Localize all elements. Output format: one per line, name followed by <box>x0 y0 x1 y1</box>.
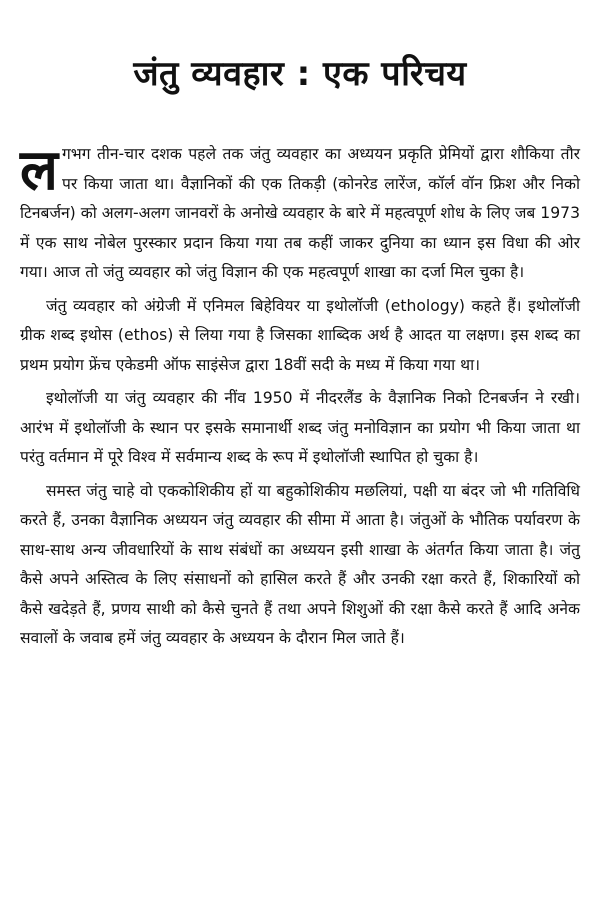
paragraph-4: समस्त जंतु चाहे वो एककोशिकीय हों या बहुकोशिकीय मछलियां, पक्षी या बंदर जो भी गतिविधि करते हैं, उनका वैज्ञानिक अध्ययन जंतु व्यवहार की सीमा में आता है। जंतुओं के भौतिक पर्यावरण के साथ-साथ अन्य जीवधारियों के साथ संबंधों का अध्ययन इसी शाखा के अंतर्गत किया जाता है। जंतु कैसे अपने अस्तित्व के लिए संसाधनों को हासिल करते हैं और उनकी रक्षा करते हैं, शिकारियों को कैसे खदेड़ते हैं, प्रणय साथी को कैसे चुनते हैं तथा अपने शिशुओं की रक्षा कैसे करते हैं आदि अनेक सवालों के जवाब हमें जंतु व्यवहार के अध्ययन के दौरान मिल जाते हैं। <box>20 481 580 647</box>
article-body <box>20 140 580 654</box>
paragraph-2: जंतु व्यवहार को अंग्रेजी में एनिमल बिहेवियर या इथोलॉजी (ethology) कहते हैं। इथोलॉजी ग्रीक शब्द इथोस (ethos) से लिया गया है जिसका शाब्दिक अर्थ है आदत या लक्षण। इस शब्द का प्रथम प्रयोग फ्रेंच एकेडमी ऑफ साइंसेज द्वारा 18वीं सदी के मध्य में किया गया था। <box>20 296 580 374</box>
drop-cap: ल <box>20 138 58 203</box>
paragraph-1-text: गभग तीन-चार दशक पहले तक जंतु व्यवहार का अध्ययन प्रकृति प्रेमियों द्वारा शौकिया तौर पर किया जाता था। वैज्ञानिकों की एक तिकड़ी (कोनरेड लारेंज, कॉर्ल वॉन फ्रिश और निको टिनबर्जन) को अलग-अलग जानवरों के अनोखे व्यवहार के बारे में महत्वपूर्ण शोध के लिए जब 1973 में एक साथ नोबेल पुरस्कार प्रदान किया गया तब कहीं जाकर दुनिया का ध्यान इस विधा की ओर गया। आज तो जंतु व्यवहार को जंतु विज्ञान की एक महत्वपूर्ण शाखा का दर्जा मिल चुका है। <box>20 145 580 281</box>
page-title: जंतु व्यवहार : एक परिचय <box>133 54 467 94</box>
paragraph-1 <box>20 140 580 288</box>
paragraph-3: इथोलॉजी या जंतु व्यवहार की नींव 1950 में नीदरलैंड के वैज्ञानिक निको टिनबर्जन ने रखी। आरंभ में इथोलॉजी के स्थान पर इसके समानार्थी शब्द जंतु मनोविज्ञान का प्रयोग भी किया जाता था परंतु वर्तमान में पूरे विश्व में सर्वमान्य शब्द के रूप में इथोलॉजी स्थापित हो चुका है। <box>20 389 580 466</box>
